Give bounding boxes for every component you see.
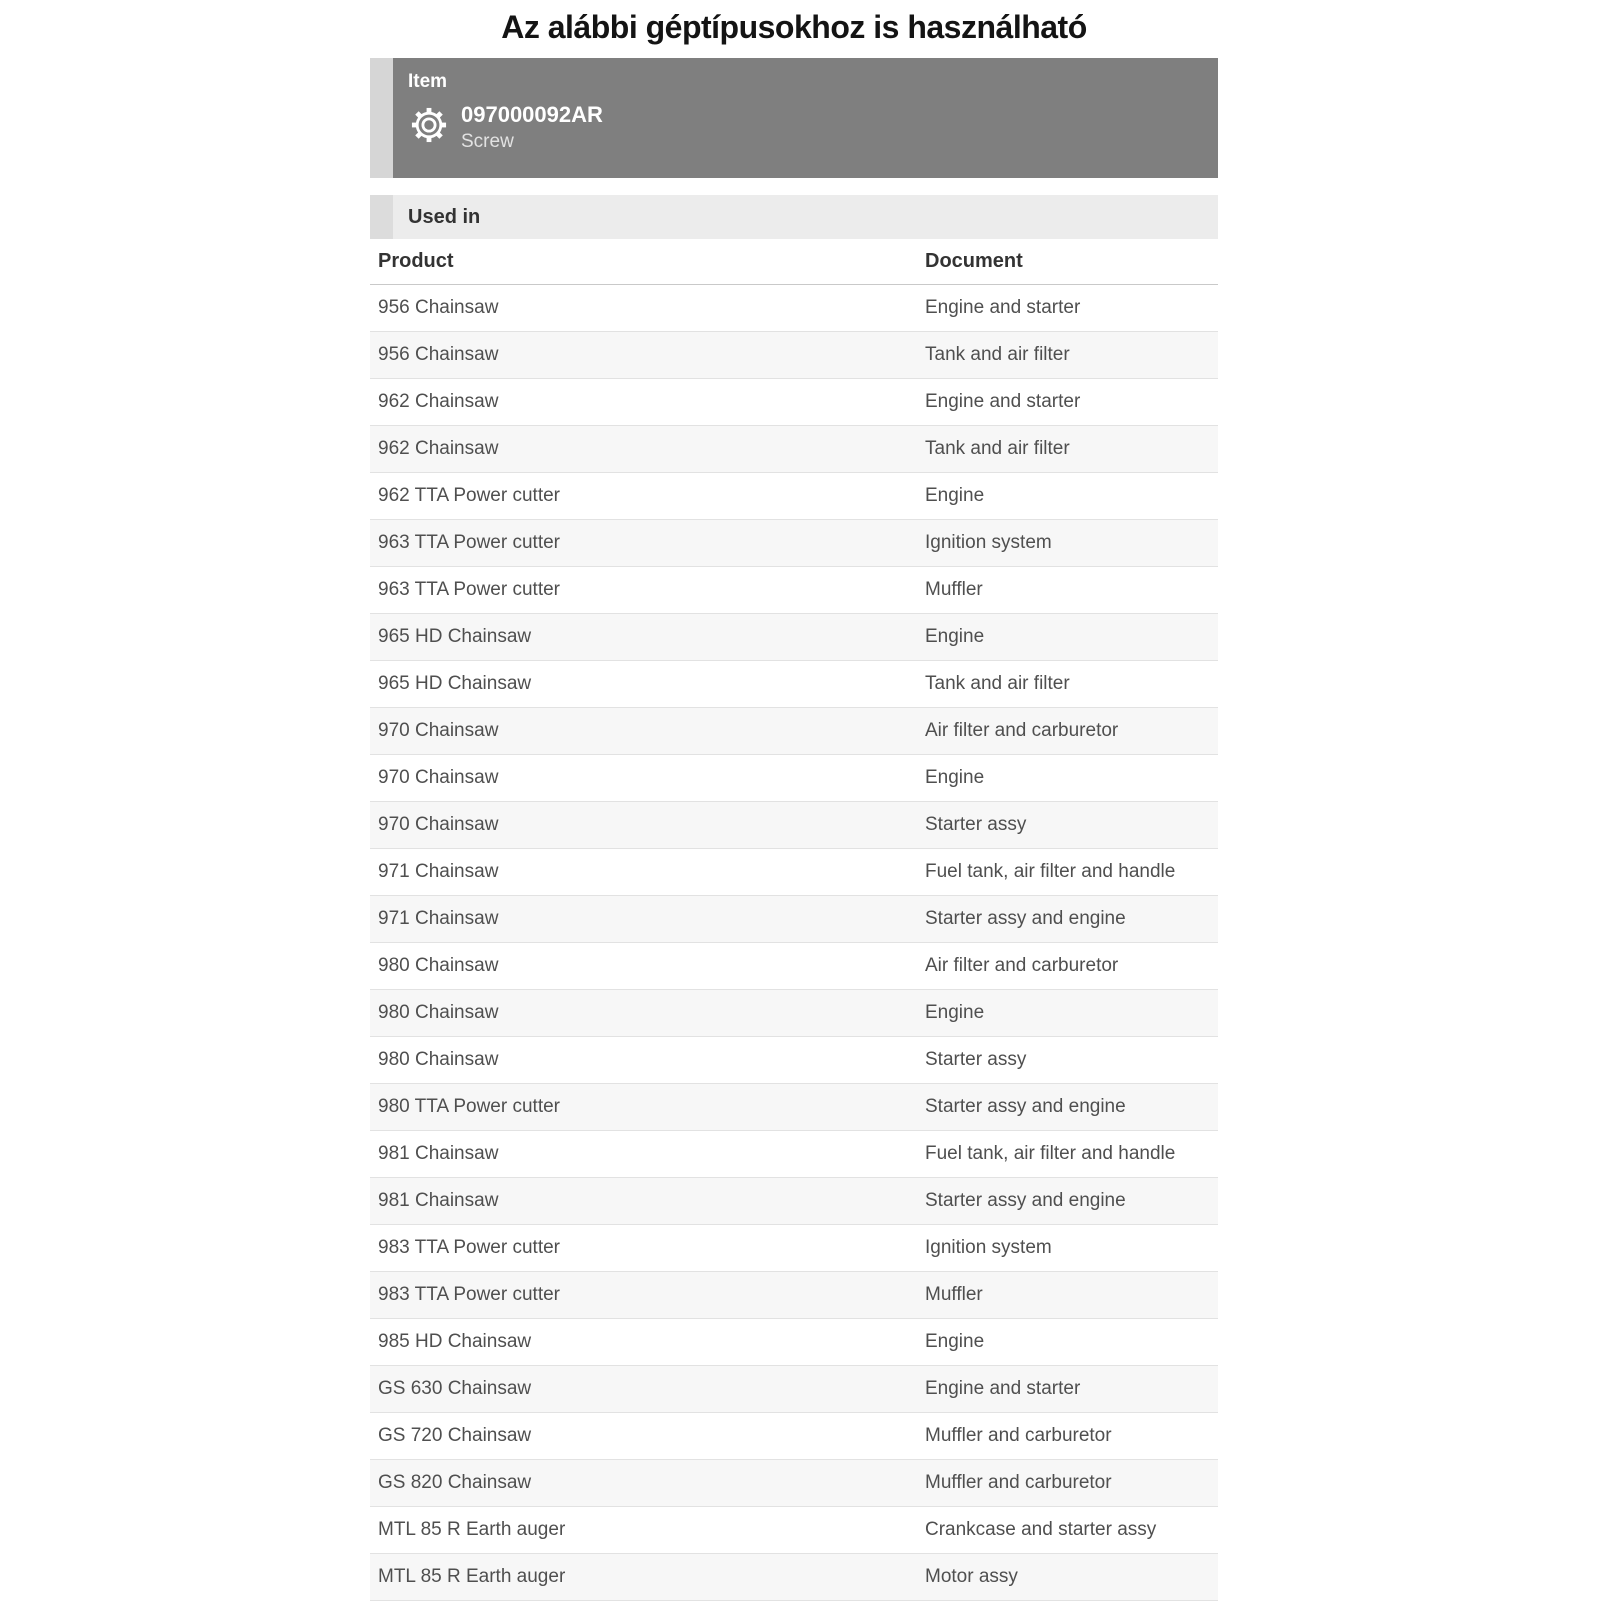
table-row[interactable] (370, 614, 1218, 661)
table-row[interactable] (370, 943, 1218, 990)
item-panel (370, 58, 1218, 178)
table-row[interactable] (370, 473, 1218, 520)
document-cell: Fuel tank, air filter and handle (925, 1143, 1176, 1164)
table-row[interactable] (370, 1554, 1218, 1601)
page-title: Az alábbi géptípusokhoz is használható (501, 9, 1087, 45)
document-cell: Engine and starter (925, 391, 1081, 412)
product-cell: 970 Chainsaw (378, 814, 499, 835)
table-row[interactable] (370, 332, 1218, 379)
document-cell: Starter assy and engine (925, 1096, 1126, 1117)
table-row[interactable] (370, 1225, 1218, 1272)
table-row[interactable] (370, 1037, 1218, 1084)
product-cell: 971 Chainsaw (378, 861, 499, 882)
document-cell: Muffler and carburetor (925, 1472, 1112, 1493)
product-cell: 956 Chainsaw (378, 344, 499, 365)
document-cell: Muffler and carburetor (925, 1425, 1112, 1446)
product-cell: 963 TTA Power cutter (378, 532, 560, 553)
table-row[interactable] (370, 379, 1218, 426)
table-row[interactable] (370, 1366, 1218, 1413)
item-panel-accent-strip (370, 58, 393, 178)
document-cell: Engine (925, 1002, 985, 1023)
document-cell: Air filter and carburetor (925, 720, 1119, 741)
table-row[interactable] (370, 567, 1218, 614)
item-name: Screw (461, 131, 514, 152)
table-row[interactable] (370, 520, 1218, 567)
product-cell: GS 720 Chainsaw (378, 1425, 532, 1446)
product-cell: MTL 85 R Earth auger (378, 1566, 566, 1587)
document-cell: Motor assy (925, 1566, 1018, 1587)
document-cell: Starter assy (925, 814, 1027, 835)
table-row[interactable] (370, 755, 1218, 802)
product-cell: 965 HD Chainsaw (378, 673, 532, 694)
table-row[interactable] (370, 1413, 1218, 1460)
table-header-row (370, 239, 1218, 285)
table-row[interactable] (370, 802, 1218, 849)
product-cell: 981 Chainsaw (378, 1143, 499, 1164)
document-cell: Muffler (925, 579, 983, 600)
document-cell: Muffler (925, 1284, 983, 1305)
table-row[interactable] (370, 849, 1218, 896)
table-body (370, 285, 1218, 1601)
document-cell: Starter assy and engine (925, 1190, 1126, 1211)
product-cell: 971 Chainsaw (378, 908, 499, 929)
product-cell: 970 Chainsaw (378, 767, 499, 788)
product-cell: MTL 85 R Earth auger (378, 1519, 566, 1540)
document-cell: Fuel tank, air filter and handle (925, 861, 1176, 882)
product-cell: 980 Chainsaw (378, 1049, 499, 1070)
document-cell: Air filter and carburetor (925, 955, 1119, 976)
product-cell: 963 TTA Power cutter (378, 579, 560, 600)
document-cell: Tank and air filter (925, 673, 1070, 694)
used-in-accent-strip (370, 195, 393, 239)
table-row[interactable] (370, 285, 1218, 332)
table-row[interactable] (370, 1272, 1218, 1319)
product-cell: 985 HD Chainsaw (378, 1331, 532, 1352)
table-row[interactable] (370, 1131, 1218, 1178)
table-row[interactable] (370, 896, 1218, 943)
product-cell: 981 Chainsaw (378, 1190, 499, 1211)
document-cell: Engine and starter (925, 1378, 1081, 1399)
item-panel-label: Item (408, 71, 448, 92)
product-cell: 962 TTA Power cutter (378, 485, 560, 506)
table-row[interactable] (370, 1507, 1218, 1554)
table-row[interactable] (370, 708, 1218, 755)
document-cell: Tank and air filter (925, 438, 1070, 459)
content-column (370, 0, 1218, 1601)
table-row[interactable] (370, 661, 1218, 708)
product-cell: 962 Chainsaw (378, 391, 499, 412)
item-panel-body (393, 58, 1218, 178)
product-cell: 956 Chainsaw (378, 297, 499, 318)
column-header-document: Document (925, 250, 1023, 272)
used-in-label: Used in (393, 195, 1218, 239)
table-row[interactable] (370, 1319, 1218, 1366)
used-in-header (370, 195, 1218, 239)
product-cell: 983 TTA Power cutter (378, 1237, 560, 1258)
document-cell: Crankcase and starter assy (925, 1519, 1157, 1540)
product-cell: 983 TTA Power cutter (378, 1284, 560, 1305)
product-cell: 980 Chainsaw (378, 955, 499, 976)
product-cell: GS 630 Chainsaw (378, 1378, 532, 1399)
document-cell: Engine (925, 1331, 985, 1352)
product-cell: 980 Chainsaw (378, 1002, 499, 1023)
document-cell: Engine (925, 767, 985, 788)
table-row[interactable] (370, 1460, 1218, 1507)
table-row[interactable] (370, 426, 1218, 473)
document-cell: Tank and air filter (925, 344, 1070, 365)
product-cell: 965 HD Chainsaw (378, 626, 532, 647)
document-cell: Ignition system (925, 1237, 1052, 1258)
column-header-product: Product (378, 250, 454, 272)
document-cell: Engine (925, 485, 985, 506)
product-cell: 962 Chainsaw (378, 438, 499, 459)
document-cell: Engine (925, 626, 985, 647)
document-cell: Ignition system (925, 532, 1052, 553)
product-cell: GS 820 Chainsaw (378, 1472, 532, 1493)
table-row[interactable] (370, 1084, 1218, 1131)
table-row[interactable] (370, 1178, 1218, 1225)
document-cell: Starter assy (925, 1049, 1027, 1070)
document-cell: Engine and starter (925, 297, 1081, 318)
used-in-table (370, 239, 1218, 1601)
item-number: 097000092AR (461, 102, 603, 127)
gear-icon (408, 104, 450, 146)
product-cell: 970 Chainsaw (378, 720, 499, 741)
table-row[interactable] (370, 990, 1218, 1037)
document-cell: Starter assy and engine (925, 908, 1126, 929)
product-cell: 980 TTA Power cutter (378, 1096, 560, 1117)
